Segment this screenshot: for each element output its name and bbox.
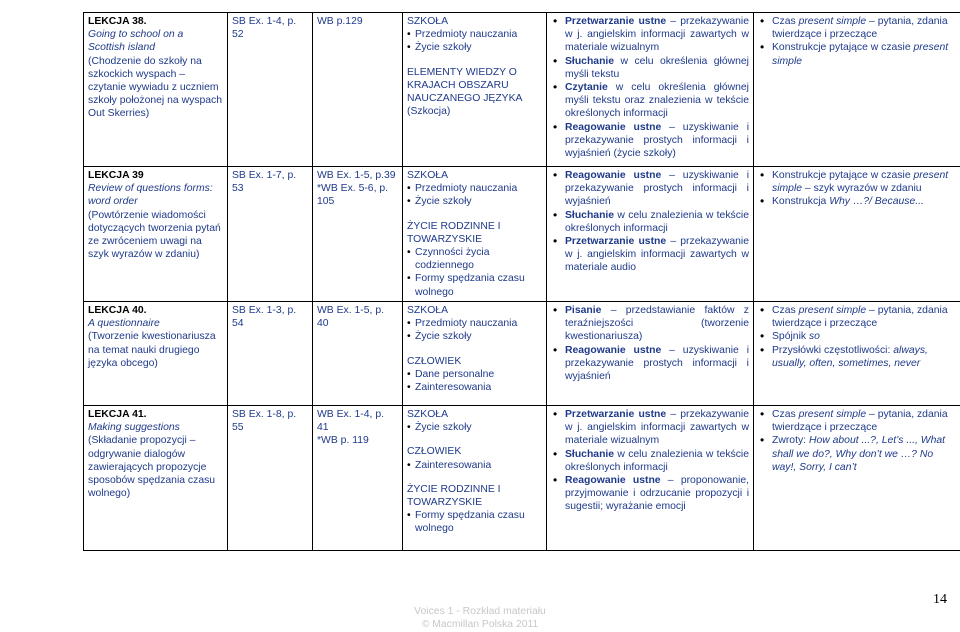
topic-area-item: • Dane personalne [407,368,542,381]
lesson-topic: Going to school on a Scottish island [88,29,184,54]
sb-reference: SB Ex. 1-7, p. 53 [232,170,297,195]
sb-cell [228,302,313,405]
page-number: 14 [933,592,947,607]
skill-item: • Słuchanie w celu znalezienia w tekście określonych informacji [551,448,749,474]
lesson-cell [84,167,228,301]
sb-cell [228,13,313,166]
lesson-plan-table [83,12,960,551]
wb-reference: WB p.129 [317,16,363,27]
lesson-number: LEKCJA 40. [88,305,147,316]
topic-area-item: • Życie szkoły [407,421,542,434]
grammar-item: • Czas present simple – pytania, zdania twierdzące i przeczące [758,304,956,330]
grammar-item: • Zwroty: How about ...?, Let’s ..., What shall we do?, Why don’t we …? No way!, Sorry, I can’t [758,434,956,474]
topic-area-item: • Przedmioty nauczania [407,182,542,195]
skill-item: • Słuchanie w celu określenia głównej myśli tekstu [551,55,749,81]
topic-area-heading: ŻYCIE RODZINNE I TOWARZYSKIE [407,220,501,245]
lesson-number: LEKCJA 39 [88,170,144,181]
lesson-cell [84,406,228,550]
lesson-topic: word order [88,196,138,208]
lesson-topic: Review of questions forms: [88,183,213,195]
lesson-row-38 [84,12,960,167]
topic-area-heading: SZKOŁA [407,409,448,420]
skill-item: • Reagowanie ustne – uzyskiwanie i przekazywanie prostych informacji i wyjaśnień (życie szkoły) [551,121,749,161]
sb-reference: SB Ex. 1-8, p. 55 [232,409,297,434]
wb-reference: WB Ex. 1-5, p.39 [317,170,396,181]
grammar-cell [754,167,960,301]
wb-cell [313,302,403,405]
skills-cell [547,302,754,405]
wb-reference-extra: *WB p. 119 [317,435,369,447]
skill-item: • Przetwarzanie ustne – przekazywanie w j. angielskim informacji zawartych w materiale wizualnym [551,408,749,448]
topic-area-item: • Życie szkoły [407,195,542,208]
topic-area-heading: CZŁOWIEK [407,446,462,458]
topic-area-heading: ELEMENTY WIEDZY O KRAJACH OBSZARU NAUCZANEGO JĘZYKA [407,66,523,105]
footer-line-1: Voices 1 - Rozkład materiału [414,606,546,617]
topic-area-item: • Zainteresowania [407,381,542,394]
topic-area-item: • Przedmioty nauczania [407,28,542,41]
skills-cell [547,13,754,166]
wb-cell [313,167,403,301]
topic-area-cell [403,167,547,301]
lesson-topic: Making suggestions [88,422,180,434]
topic-area-item: • Życie szkoły [407,330,542,343]
lesson-number: LEKCJA 41. [88,409,147,420]
wb-reference: WB Ex. 1-4, p. 41 [317,409,384,434]
lesson-description: (Powtórzenie wiadomości dotyczących tworzenia pytań ze zwróceniem uwagi na szyk wyrazów w zdaniu) [88,209,221,261]
grammar-cell [754,302,960,405]
lesson-description: (Składanie propozycji – odgrywanie dialogów zawierających propozycje sposobów spędzania czasu wolnego) [88,435,216,500]
skill-item: • Słuchanie w celu znalezienia w tekście określonych informacji [551,209,749,235]
grammar-item: • Konstrukcja Why …?/ Because... [758,195,956,208]
footer-line-2: © Macmillan Polska 2011 [421,619,539,630]
topic-area-note: (Szkocja) [407,106,451,118]
topic-area-item: • Życie szkoły [407,41,542,54]
lesson-row-39 [84,167,960,302]
lesson-description: (Tworzenie kwestionariusza na temat nauki drugiego języka obcego) [88,331,216,369]
topic-area-cell [403,406,547,550]
lesson-row-41 [84,406,960,551]
lesson-row-40 [84,302,960,406]
wb-reference: WB Ex. 1-5, p. 40 [317,305,384,330]
lesson-number: LEKCJA 38. [88,16,147,27]
skill-item: • Przetwarzanie ustne – przekazywanie w j. angielskim informacji zawartych w materiale wizualnym [551,15,749,55]
sb-cell [228,406,313,550]
lesson-cell [84,302,228,405]
grammar-item: • Konstrukcje pytające w czasie present simple [758,41,956,67]
skills-cell [547,167,754,301]
grammar-cell [754,13,960,166]
topic-area-item: • Formy spędzania czasu wolnego [407,272,542,298]
topic-area-item: • Formy spędzania czasu wolnego [407,509,542,535]
topic-area-item: • Przedmioty nauczania [407,317,542,330]
grammar-item: • Konstrukcje pytające w czasie present simple – szyk wyrazów w zdaniu [758,169,956,195]
grammar-item: • Czas present simple – pytania, zdania twierdzące i przeczące [758,15,956,41]
skill-item: • Czytanie w celu określenia głównej myśli tekstu oraz znalezienia w tekście określonych informacji [551,81,749,121]
topic-area-heading: SZKOŁA [407,170,448,181]
grammar-item: • Spójnik so [758,330,956,343]
wb-cell [313,406,403,550]
topic-area-heading: SZKOŁA [407,16,448,27]
sb-cell [228,167,313,301]
topic-area-item: • Czynności życia codziennego [407,246,542,272]
skill-item: • Pisanie – przedstawianie faktów z teraźniejszości (tworzenie kwestionariusza) [551,304,749,344]
topic-area-cell [403,13,547,166]
wb-reference-extra: *WB Ex. 5-6, p. 105 [317,183,389,208]
lesson-cell [84,13,228,166]
grammar-item: • Czas present simple – pytania, zdania twierdzące i przeczące [758,408,956,434]
sb-reference: SB Ex. 1-4, p. 52 [232,16,297,41]
topic-area-item: • Zainteresowania [407,459,542,472]
topic-area-cell [403,302,547,405]
topic-area-heading: ŻYCIE RODZINNE I TOWARZYSKIE [407,483,501,509]
skills-cell [547,406,754,550]
lesson-topic: A questionnaire [88,318,160,330]
skill-item: • Przetwarzanie ustne – przekazywanie w j. angielskim informacji zawartych w materiale audio [551,235,749,275]
grammar-cell [754,406,960,550]
skill-item: • Reagowanie ustne – proponowanie, przyjmowanie i odrzucanie propozycji i sugestii; wyrażanie emocji [551,474,749,514]
skill-item: • Reagowanie ustne – uzyskiwanie i przekazywanie prostych informacji i wyjaśnień [551,169,749,209]
topic-area-heading: SZKOŁA [407,305,448,316]
topic-area-heading: CZŁOWIEK [407,355,462,367]
wb-cell [313,13,403,166]
skill-item: • Reagowanie ustne – uzyskiwanie i przekazywanie prostych informacji i wyjaśnień [551,344,749,384]
lesson-description: (Chodzenie do szkoły na szkockich wyspach – czytanie wywiadu z uczniem szkoły położonej na wyspach Out Skerries) [88,55,222,120]
grammar-item: • Przysłówki częstotliwości: always, usually, often, sometimes, never [758,344,956,370]
sb-reference: SB Ex. 1-3, p. 54 [232,305,297,330]
